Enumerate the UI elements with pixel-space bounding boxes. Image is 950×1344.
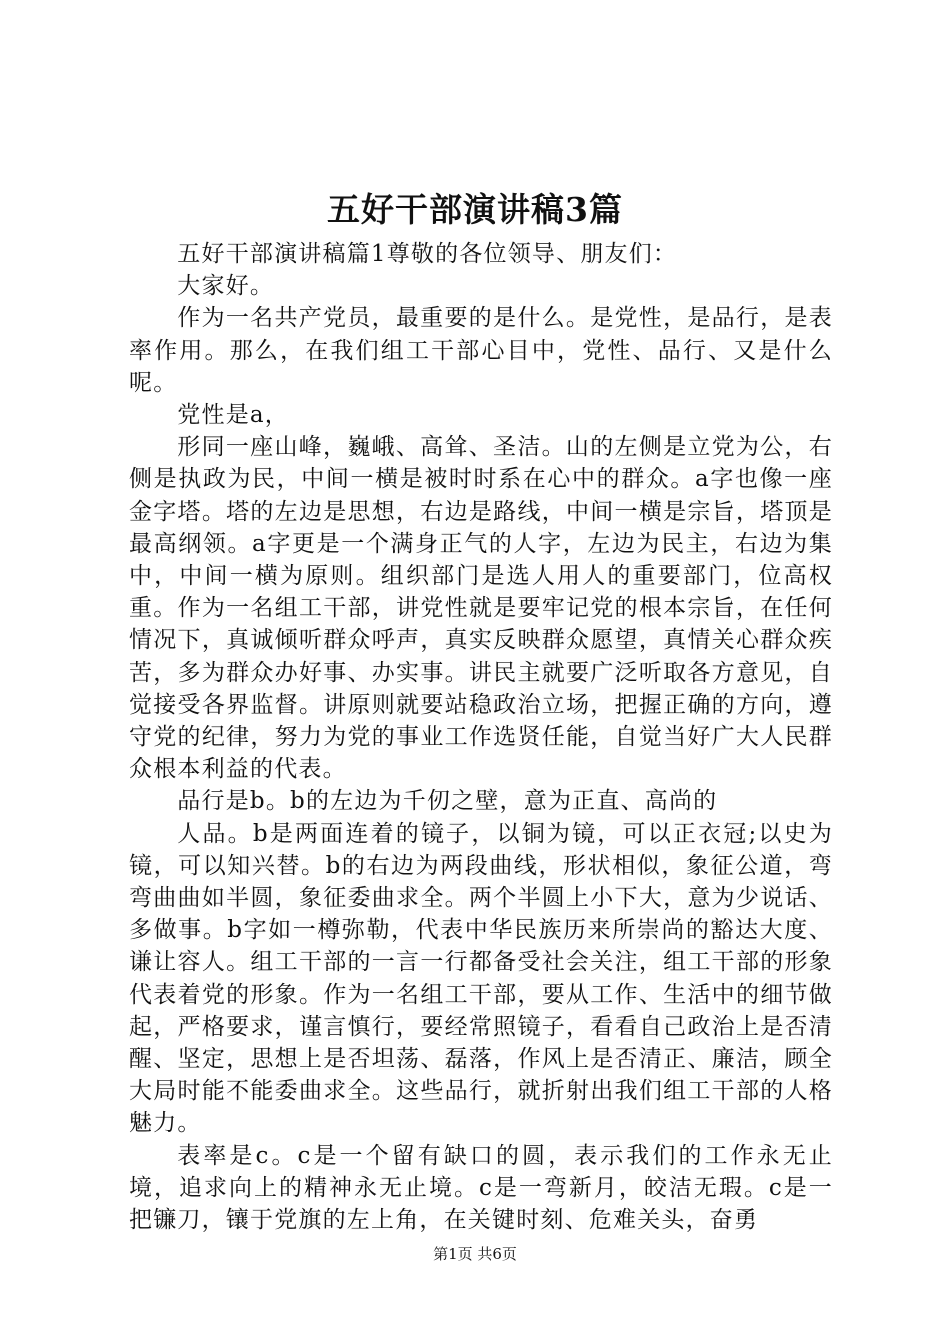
document-title: 五好干部演讲稿3篇: [327, 190, 623, 229]
paragraph-2: 大家好。: [177, 273, 275, 300]
document-body: [129, 238, 833, 1236]
page-footer: 第1页 共6页: [433, 1245, 517, 1263]
paragraph-6: 品行是b。b的左边为千仞之壁，意为正直、高尚的: [177, 788, 718, 815]
paragraph-5: 形同一座山峰，巍峨、高耸、圣洁。山的左侧是立党为公，右侧是执政为民，中间一横是被时时系在心中的群众。a字也像一座金字塔。塔的左边是思想，右边是路线，中间一横是宗旨，塔顶是最高纲领。a字更是一个满身正气的人字，左边为民主，右边为集中，中间一横为原则。组织部门是选人用人的重要部门，位高权重。作为一名组工干部，讲党性就是要牢记党的根本宗旨，在任何情况下，真诚倾听群众呼声，真实反映群众愿望，真情关心群众疾苦，多为群众办好事、办实事。讲民主就要广泛听取各方意见，自觉接受各界监督。讲原则就要站稳政治立场，把握正确的方向，遵守党的纪律，努力为党的事业工作选贤任能，自觉当好广大人民群众根本利益的代表。: [129, 434, 833, 783]
paragraph-7: 人品。b是两面连着的镜子，以铜为镜，可以正衣冠;以史为镜，可以知兴替。b的右边为两段曲线，形状相似，象征公道，弯弯曲曲如半圆，象征委曲求全。两个半圆上小下大，意为少说话、多做事。b字如一樽弥勒，代表中华民族历来所崇尚的豁达大度、谦让容人。组工干部的一言一行都备受社会关注，组工干部的形象代表着党的形象。作为一名组工干部，要从工作、生活中的细节做起，严格要求，谨言慎行，要经常照镜子，看看自己政治上是否清醒、坚定，思想上是否坦荡、磊落，作风上是否清正、廉洁，顾全大局时能不能委曲求全。这些品行，就折射出我们组工干部的人格魅力。: [129, 820, 833, 1137]
paragraph-4: 党性是a，: [177, 402, 290, 429]
paragraph-1: 五好干部演讲稿篇1尊敬的各位领导、朋友们：: [177, 241, 678, 267]
paragraph-3: 作为一名共产党员，最重要的是什么。是党性，是品行，是表率作用。那么，在我们组工干部心目中，党性、品行、又是什么呢。: [129, 305, 833, 396]
paragraph-8: 表率是c。c是一个留有缺口的圆，表示我们的工作永无止境，追求向上的精神永无止境。c是一弯新月，皎洁无瑕。c是一把镰刀，镶于党旗的左上角，在关键时刻、危难关头，奋勇: [129, 1142, 833, 1234]
